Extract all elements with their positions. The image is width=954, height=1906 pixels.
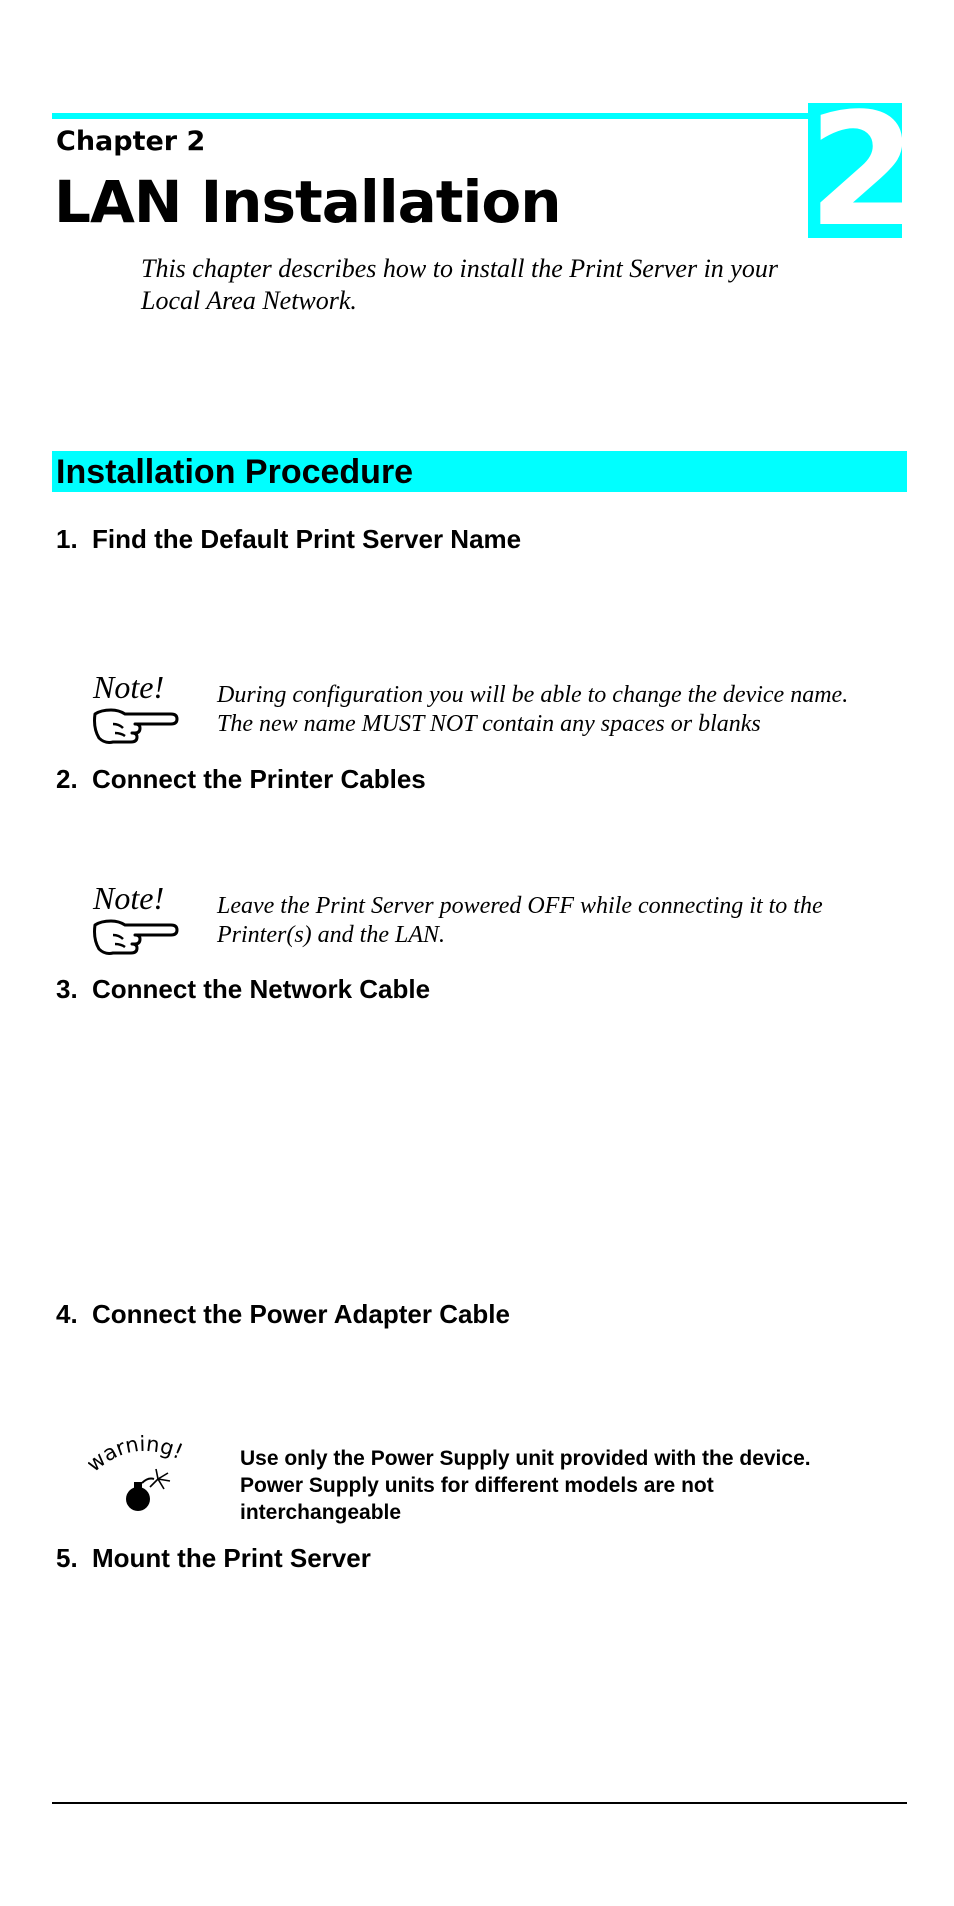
intro-line: Local Area Network. — [141, 286, 357, 315]
warning-text — [240, 1445, 900, 1526]
warning-icon-label: arning! — [98, 1433, 187, 1467]
step-heading — [56, 974, 430, 1005]
note-text — [217, 681, 917, 739]
section-heading-bar — [52, 451, 907, 492]
step-heading — [56, 1299, 510, 1330]
note-line: During configuration you will be able to change the device name. — [217, 682, 849, 708]
warning-line: Power Supply units for different models are not — [240, 1474, 714, 1497]
note-line: Printer(s) and the LAN. — [217, 922, 445, 948]
warning-line: interchangeable — [240, 1501, 402, 1524]
chapter-intro — [141, 253, 841, 317]
chapter-header-rule — [52, 113, 812, 119]
pointing-hand-icon — [91, 915, 181, 959]
step-number: 1. — [56, 524, 78, 554]
step-number: 4. — [56, 1299, 78, 1329]
svg-text:warning! — [88, 1433, 187, 1477]
step-number: 3. — [56, 974, 78, 1004]
chapter-label: Chapter 2 — [56, 126, 206, 157]
bomb-icon — [88, 1433, 208, 1517]
step-heading — [56, 1543, 371, 1574]
step-label: Connect the Network Cable — [92, 974, 431, 1004]
note-hand-icon — [93, 881, 193, 961]
section-title: Installation Procedure — [56, 453, 414, 491]
warning-line: Use only the Power Supply unit provided with the device. — [240, 1447, 811, 1470]
step-label: Find the Default Print Server Name — [92, 524, 522, 554]
note-line: Leave the Print Server powered OFF while connecting it to the — [217, 893, 823, 919]
step-heading — [56, 524, 521, 555]
note-icon-label: Note! — [93, 669, 165, 705]
footer-rule — [52, 1802, 907, 1804]
note-line: The new name MUST NOT contain any spaces or blanks — [217, 711, 761, 737]
step-number: 2. — [56, 764, 78, 794]
note-hand-icon — [93, 670, 193, 750]
intro-line: This chapter describes how to install the Print Server in your — [141, 254, 778, 283]
step-label: Connect the Printer Cables — [92, 764, 426, 794]
page-title: LAN Installation — [54, 168, 561, 236]
warning-bomb-icon — [88, 1433, 208, 1517]
note-icon-label: Note! — [93, 880, 165, 916]
step-number: 5. — [56, 1543, 78, 1573]
step-label: Connect the Power Adapter Cable — [92, 1299, 510, 1329]
note-text — [217, 892, 917, 950]
chapter-number-badge: 2 — [808, 79, 911, 261]
step-heading — [56, 764, 426, 795]
pointing-hand-icon — [91, 704, 181, 748]
step-label: Mount the Print Server — [92, 1543, 371, 1573]
